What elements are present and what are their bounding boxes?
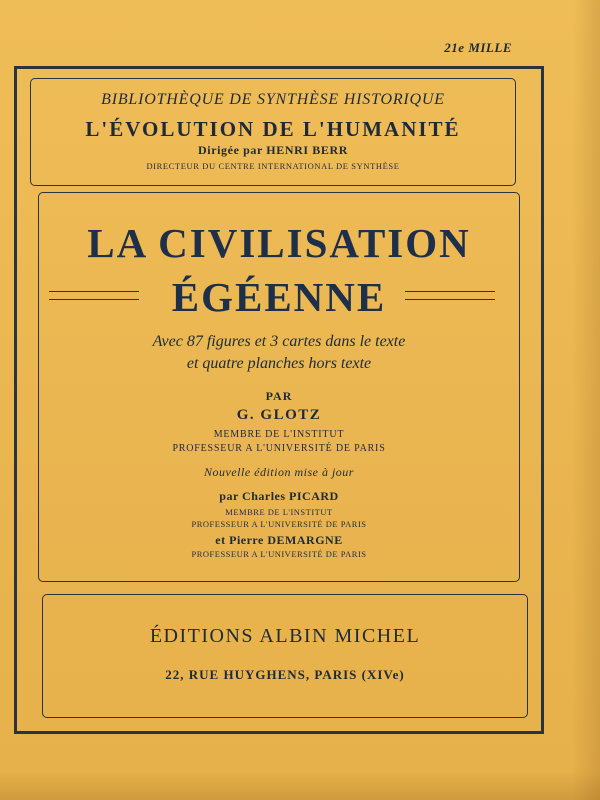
series-box: [30, 78, 516, 186]
edition-label: 21e MILLE: [444, 40, 512, 55]
par-label: PAR: [265, 389, 293, 403]
reviser-1-role-2: PROFESSEUR A L'UNIVERSITÉ DE PARIS: [191, 519, 367, 529]
book-title-line2: ÉGÉENNE: [171, 274, 387, 320]
publisher-box: [42, 594, 528, 718]
book-title-line1: LA CIVILISATION: [87, 220, 471, 266]
reviser-1-role-1: MEMBRE DE L'INSTITUT: [225, 507, 333, 517]
book-title-row: [39, 273, 519, 320]
publisher-address: 22, RUE HUYGHENS, PARIS (XIVe): [165, 667, 405, 682]
decorative-rule-right: [405, 291, 495, 300]
reviser-2-name: et Pierre DEMARGNE: [215, 533, 343, 547]
series-director-title: DIRECTEUR DU CENTRE INTERNATIONAL DE SYNTHÈSE: [146, 161, 400, 171]
reviser-2-role-1: PROFESSEUR A L'UNIVERSITÉ DE PARIS: [191, 549, 367, 559]
author-role-2: PROFESSEUR A L'UNIVERSITÉ DE PARIS: [172, 443, 386, 454]
author-role-1: MEMBRE DE L'INSTITUT: [213, 429, 345, 440]
subtitle-line2: et quatre planches hors texte: [186, 355, 372, 372]
cover-shadow-bottom: [0, 770, 600, 800]
cover-shadow-right: [572, 0, 600, 800]
publisher-name: ÉDITIONS ALBIN MICHEL: [149, 625, 421, 647]
collection-title: L'ÉVOLUTION DE L'HUMANITÉ: [85, 117, 461, 141]
series-name: BIBLIOTHÈQUE DE SYNTHÈSE HISTORIQUE: [101, 91, 445, 108]
subtitle-line1: Avec 87 figures et 3 cartes dans le texte: [152, 333, 406, 350]
title-box: [38, 192, 520, 582]
series-director: Dirigée par HENRI BERR: [198, 143, 348, 157]
author-name: G. GLOTZ: [236, 407, 322, 423]
reviser-1-name: par Charles PICARD: [219, 489, 339, 503]
new-edition-note: Nouvelle édition mise à jour: [204, 465, 354, 479]
